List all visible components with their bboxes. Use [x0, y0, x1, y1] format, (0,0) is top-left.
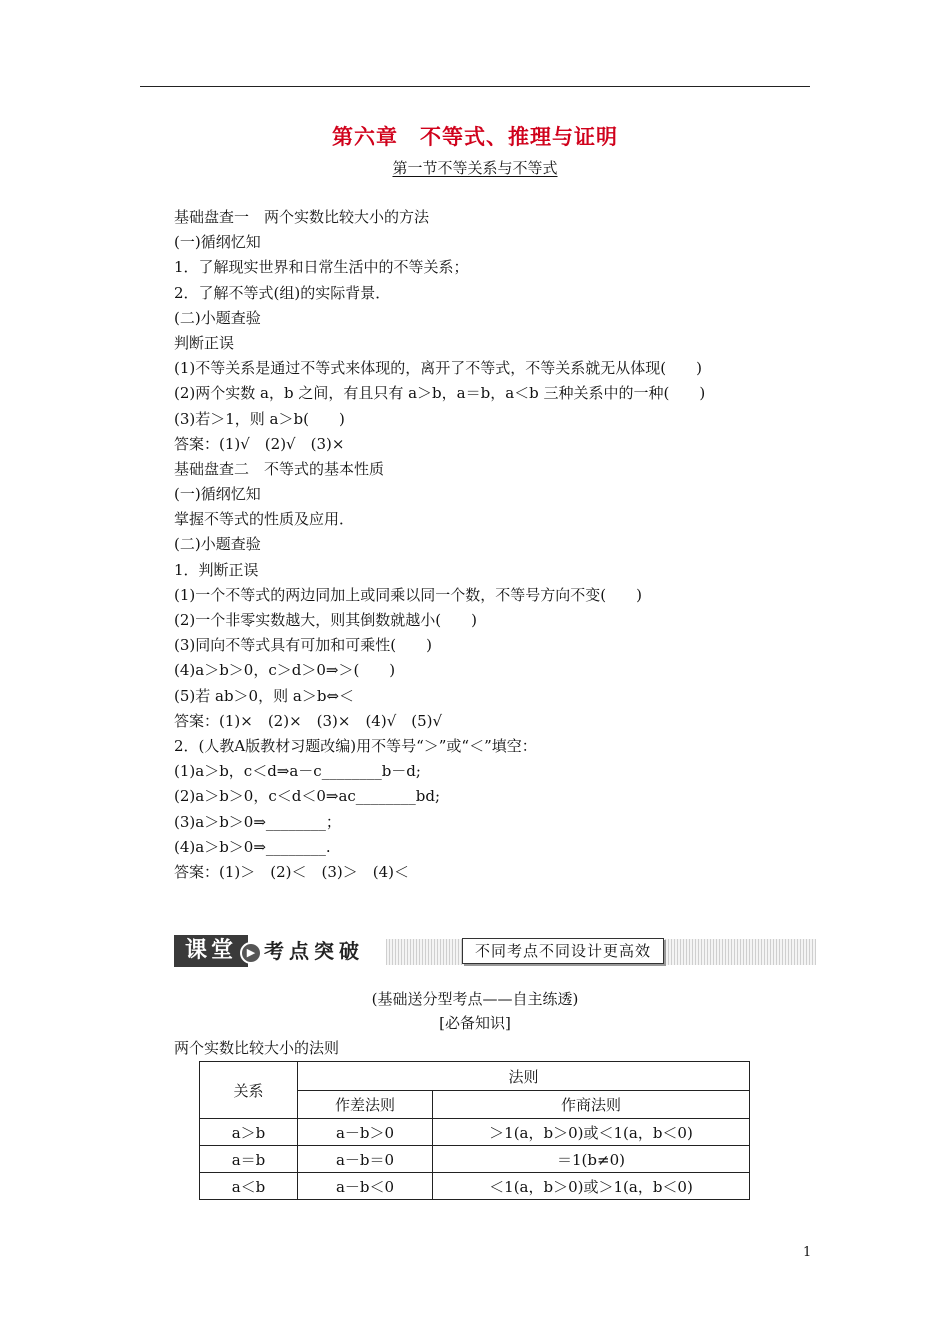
text-line: (一)循纲忆知 — [174, 485, 261, 504]
text-line: 基础盘查二 不等式的基本性质 — [174, 459, 385, 478]
banner-ketang-label: 课堂 — [174, 935, 248, 967]
cell-diff: a－b＜0 — [298, 1173, 433, 1200]
banner-slogan: 不同考点不同设计更高效 — [462, 938, 664, 964]
page-number: 1 — [803, 1245, 812, 1260]
section-banner — [174, 935, 816, 967]
text-line: (二)小题查验 — [174, 535, 261, 554]
text-line: (一)循纲忆知 — [174, 233, 261, 252]
header-rule: 法则 — [298, 1062, 750, 1091]
header-relation: 关系 — [200, 1062, 298, 1119]
text-line: 基础盘查一 两个实数比较大小的方法 — [174, 208, 430, 226]
text-line: (1)不等关系是通过不等式来体现的，离开了不等式，不等关系就无从体现( ) — [174, 359, 702, 378]
cell-relation: a＝b — [200, 1146, 298, 1173]
text-line: (5)若 ab＞0，则 a＞b⇔＜ — [174, 686, 354, 705]
cell-quot: ＝1(b≠0) — [433, 1146, 750, 1173]
text-line: 1．了解现实世界和日常生活中的不等关系； — [174, 258, 469, 277]
text-line: 掌握不等式的性质及应用． — [174, 510, 355, 529]
text-line: 2．(人教A版教材习题改编)用不等号“＞”或“＜”填空： — [174, 736, 537, 755]
text-line: (4)a＞b＞0，c＞d＞0⇒＞( ) — [174, 661, 396, 680]
table-title: 两个实数比较大小的法则 — [174, 1039, 340, 1057]
cell-quot: ＞1(a，b＞0)或＜1(a，b＜0) — [433, 1119, 750, 1146]
chapter-title: 第六章 不等式、推理与证明 — [332, 125, 618, 149]
text-line: (4)a＞b＞0⇒________. — [174, 837, 331, 856]
table-row — [200, 1173, 750, 1200]
text-line: (3)若＞1，则 a＞b( ) — [174, 409, 345, 428]
subsection-heading: (基础送分型考点——自主练透) — [371, 990, 579, 1008]
text-line: 答案：(1)× (2)× (3)× (4)√ (5)√ — [174, 711, 443, 730]
text-line: (1)a＞b，c＜d⇒a－c________b－d; — [174, 762, 421, 781]
text-line: (2)a＞b＞0，c＜d＜0⇒ac________bd; — [174, 787, 441, 806]
header-quot: 作商法则 — [433, 1091, 750, 1119]
text-line: 判断正误 — [174, 333, 235, 352]
text-line: 答案：(1)＞ (2)＜ (3)＞ (4)＜ — [174, 862, 409, 881]
cell-relation: a＞b — [200, 1119, 298, 1146]
text-line: 2．了解不等式(组)的实际背景． — [174, 283, 391, 302]
header-rule — [140, 86, 810, 87]
table-row — [200, 1119, 750, 1146]
text-line: (2)一个非零实数越大，则其倒数就越小( ) — [174, 611, 477, 629]
text-line: (2)两个实数 a，b 之间，有且只有 a＞b，a＝b，a＜b 三种关系中的一种( ) — [174, 384, 706, 403]
text-line: (3)a＞b＞0⇒________； — [174, 812, 341, 831]
table-row — [200, 1146, 750, 1173]
play-arrow-icon: ▶ — [240, 942, 262, 964]
body-text — [174, 205, 814, 885]
cell-relation: a＜b — [200, 1173, 298, 1200]
text-line: (1)一个不等式的两边同加上或同乘以同一个数，不等号方向不变( ) — [174, 585, 642, 604]
banner-kaodian-label: 考点突破 — [264, 939, 364, 963]
text-line: (3)同向不等式具有可加和可乘性( ) — [174, 636, 432, 655]
header-diff: 作差法则 — [298, 1091, 433, 1119]
comparison-table — [199, 1061, 750, 1200]
cell-diff: a－b＝0 — [298, 1146, 433, 1173]
text-line: 1．判断正误 — [174, 560, 259, 579]
cell-quot: ＜1(a，b＞0)或＞1(a，b＜0) — [433, 1173, 750, 1200]
cell-diff: a－b＞0 — [298, 1119, 433, 1146]
subsection-subheading: [必备知识] — [439, 1014, 511, 1032]
text-line: 答案：(1)√ (2)√ (3)× — [174, 434, 345, 453]
text-line: (二)小题查验 — [174, 308, 261, 327]
section-title: 第一节不等关系与不等式 — [392, 159, 558, 177]
